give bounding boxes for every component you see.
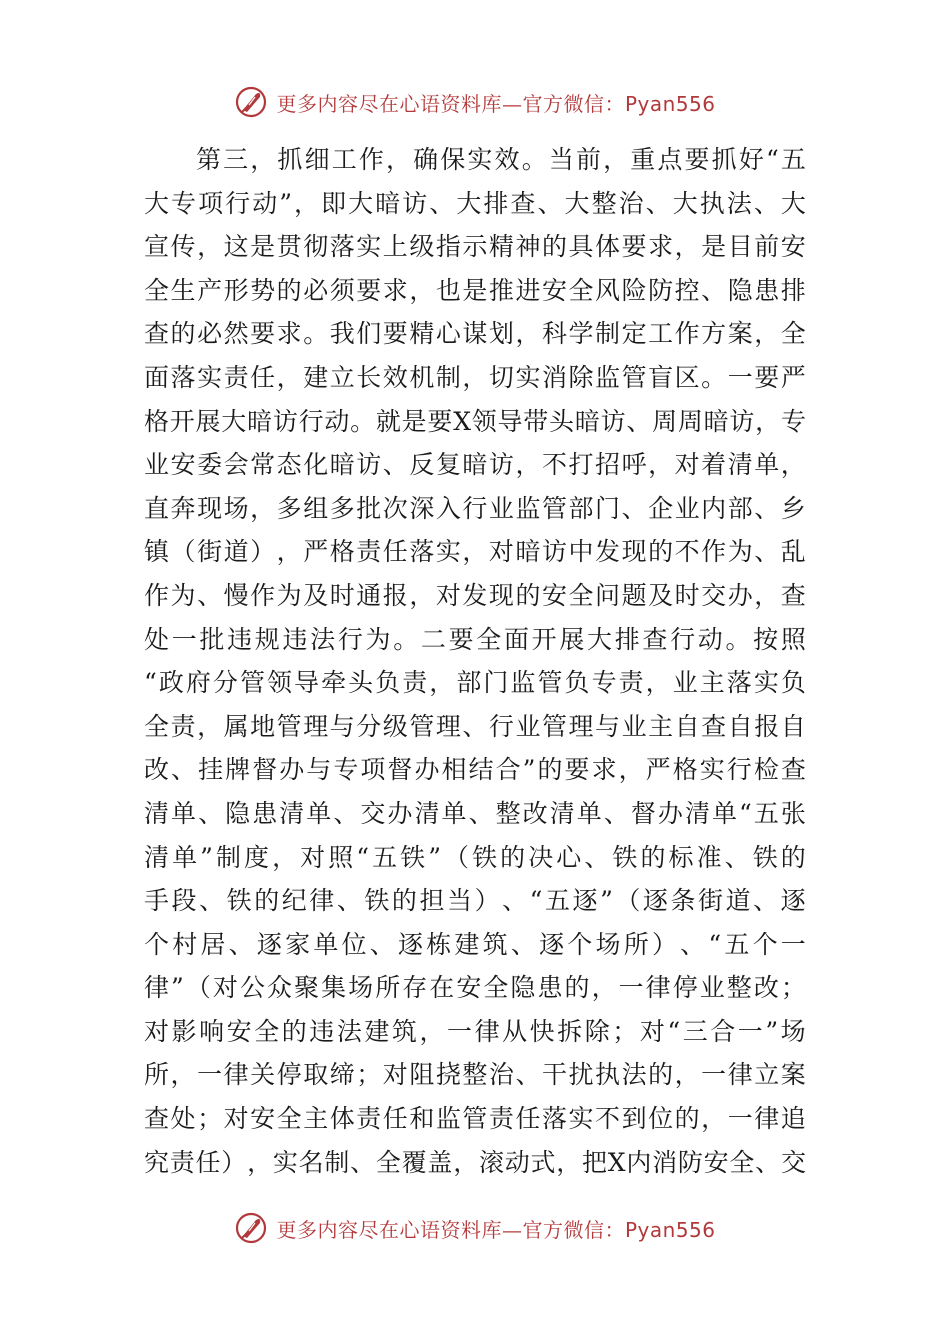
header-wechat-id: Pyan556 xyxy=(624,91,716,116)
quill-pen-icon xyxy=(234,85,268,119)
paragraph-line: 改 、 挂 牌 督 办 与 专 项 督 办 相 结 合 ” 的 要 求 ， 严 格 实 行 检 查 xyxy=(144,755,806,785)
paragraph-line: 大 专 项 行 动 ” ， 即 大 暗 访 、 大 排 查 、 大 整 治 、 大 执 法 、 大 xyxy=(144,188,806,218)
paragraph-line: 作 为 、 慢 作 为 及 时 通 报 ， 对 发 现 的 安 全 问 题 及 时 交 办 ， 查 xyxy=(144,580,806,610)
footer-banner xyxy=(0,1208,950,1248)
paragraph-line: 清 单 ” 制 度 ， 对 照 “ 五 铁 ” （ 铁 的 决 心 、 铁 的 标 准 、 铁 的 xyxy=(144,842,806,872)
paragraph-line: 处 一 批 违 规 违 法 行 为 。 二 要 全 面 开 展 大 排 查 行 动 。 按 照 xyxy=(144,624,806,654)
footer-wechat-id: Pyan556 xyxy=(624,1217,716,1242)
header-banner-text: 更多内容尽在心语资料库—官方微信：Pyan556 xyxy=(276,91,716,116)
paragraph-line: 查 的 必 然 要 求 。 我 们 要 精 心 谋 划 ， 科 学 制 定 工 作 方 案 ， 全 xyxy=(144,319,806,349)
paragraph-line: 对 影 响 安 全 的 违 法 建 筑 ， 一 律 从 快 拆 除 ； 对 “ 三 合 一 ” 场 xyxy=(144,1016,806,1046)
paragraph-line: “ 政 府 分 管 领 导 牵 头 负 责 ， 部 门 监 管 负 专 责 ， 业 主 落 实 负 xyxy=(144,668,806,698)
paragraph-line: 究 责 任 ） ， 实 名 制 、 全 覆 盖 ， 滚 动 式 ， 把 X 内 消 防 安 全 、 交 xyxy=(144,1147,806,1177)
paragraph-line: 个 村 居 、 逐 家 单 位 、 逐 栋 建 筑 、 逐 个 场 所 ） 、 “ 五 个 一 xyxy=(144,929,806,959)
document-body xyxy=(144,138,806,1184)
header-banner xyxy=(0,82,950,122)
paragraph-line: 律 ” （ 对 公 众 聚 集 场 所 存 在 安 全 隐 患 的 ， 一 律 停 业 整 改 ； xyxy=(144,973,806,1003)
paragraph-line: 宣 传 ， 这 是 贯 彻 落 实 上 级 指 示 精 神 的 具 体 要 求 ， 是 目 前 安 xyxy=(144,232,806,262)
paragraph-line: 查 处 ； 对 安 全 主 体 责 任 和 监 管 责 任 落 实 不 到 位 的 ， 一 律 追 xyxy=(144,1104,806,1134)
paragraph-line: 直 奔 现 场 ， 多 组 多 批 次 深 入 行 业 监 管 部 门 、 企 业 内 部 、 乡 xyxy=(144,493,806,523)
paragraph-line: 全 生 产 形 势 的 必 须 要 求 ， 也 是 推 进 安 全 风 险 防 控 、 隐 患 排 xyxy=(144,275,806,305)
paragraph-line: 格 开 展 大 暗 访 行 动 。 就 是 要 X 领 导 带 头 暗 访 、 周 周 暗 访 ， 专 xyxy=(144,406,806,436)
paragraph-line: 镇 （ 街 道 ） ， 严 格 责 任 落 实 ， 对 暗 访 中 发 现 的 不 作 为 、 乱 xyxy=(144,537,806,567)
paragraph-line: 清 单 、 隐 患 清 单 、 交 办 清 单 、 整 改 清 单 、 督 办 清 单 “ 五 张 xyxy=(144,798,806,828)
quill-pen-icon xyxy=(234,1211,268,1245)
paragraph-line: 第 三 ， 抓 细 工 作 ， 确 保 实 效 。 当 前 ， 重 点 要 抓 好 “ 五 xyxy=(196,145,806,174)
paragraph-line: 全 责 ， 属 地 管 理 与 分 级 管 理 、 行 业 管 理 与 业 主 自 查 自 报 自 xyxy=(144,711,806,741)
paragraph-line: 手 段 、 铁 的 纪 律 、 铁 的 担 当 ） 、 “ 五 逐 ” （ 逐 条 街 道 、 逐 xyxy=(144,886,806,916)
paragraph-line: 面 落 实 责 任 ， 建 立 长 效 机 制 ， 切 实 消 除 监 管 盲 区 。 一 要 严 xyxy=(144,362,806,392)
paragraph-line: 业 安 委 会 常 态 化 暗 访 、 反 复 暗 访 ， 不 打 招 呼 ， 对 着 清 单 ， xyxy=(144,450,806,480)
paragraph-line: 所 ， 一 律 关 停 取 缔 ； 对 阻 挠 整 治 、 干 扰 执 法 的 ， 一 律 立 案 xyxy=(144,1060,806,1090)
footer-banner-text: 更多内容尽在心语资料库—官方微信：Pyan556 xyxy=(276,1217,716,1242)
